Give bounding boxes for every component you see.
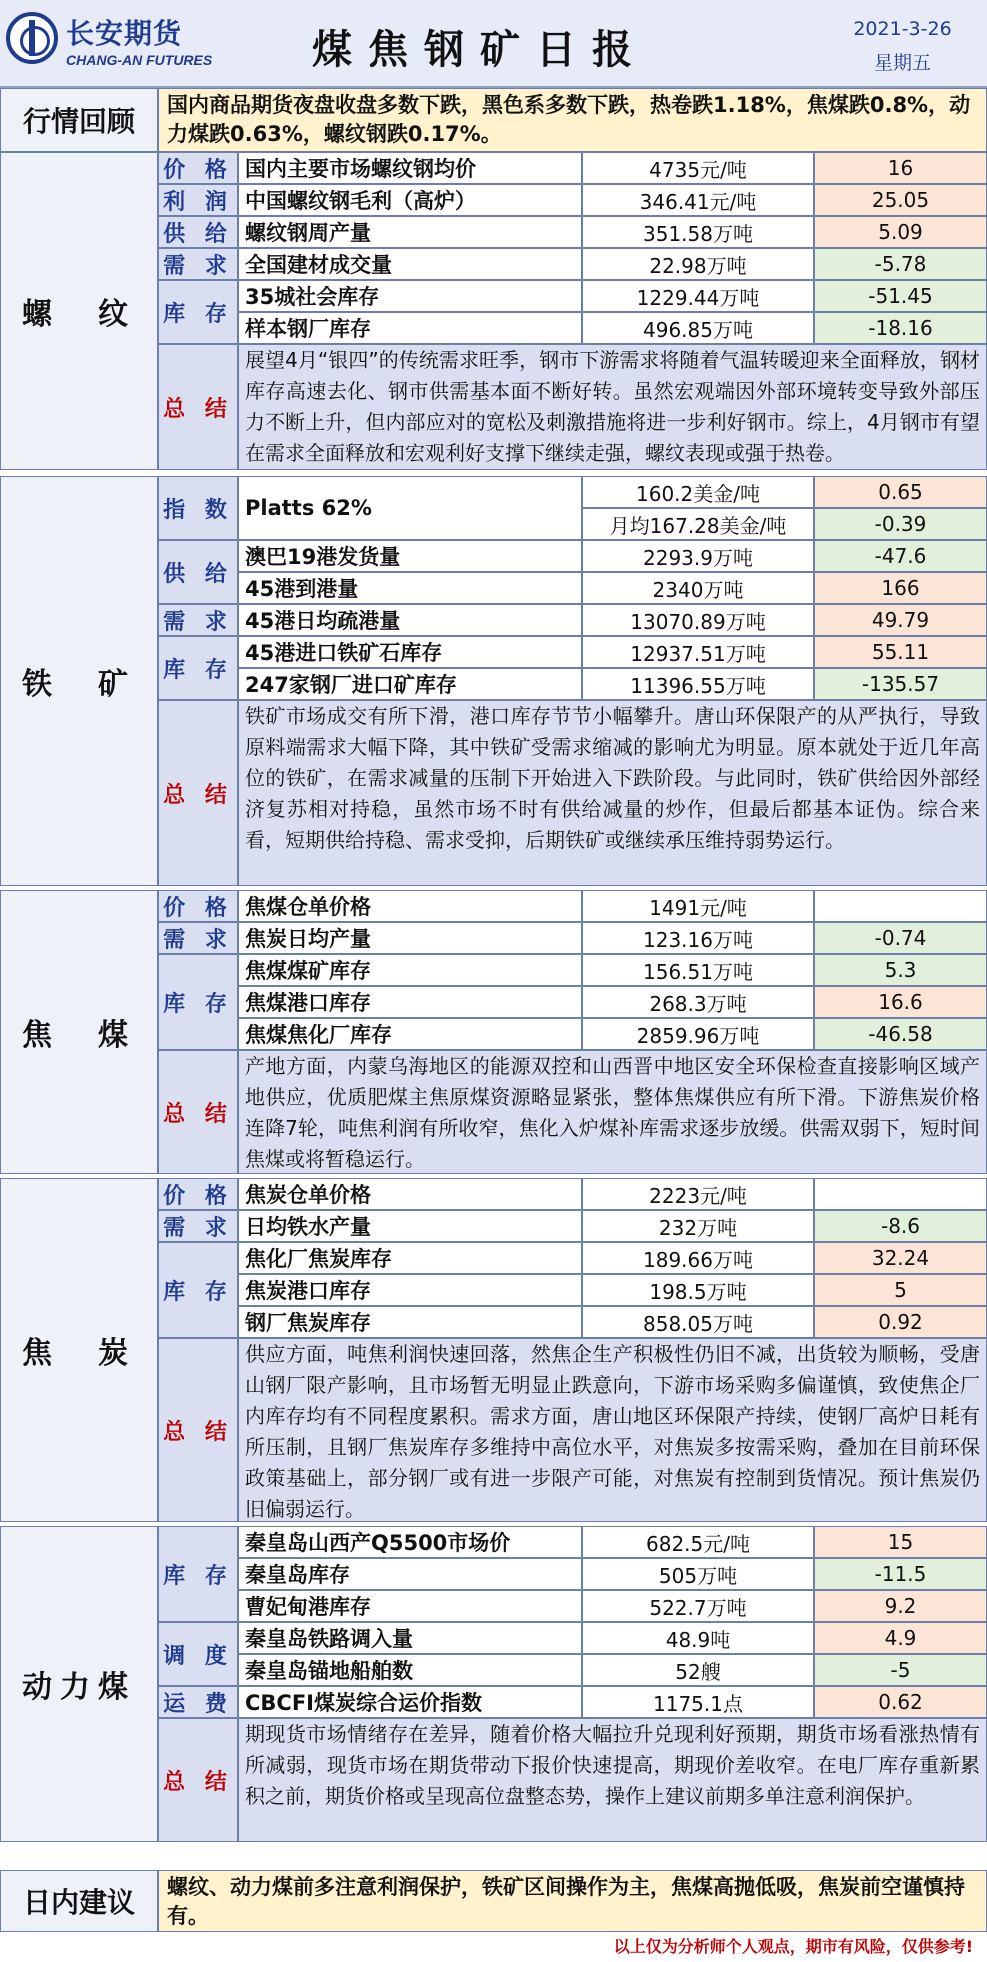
thermal_coal-row-change: -11.5 xyxy=(814,1558,987,1590)
coking_coal-row-change: -0.74 xyxy=(814,922,987,954)
iron-ore-platts-value: 160.2美金/吨 xyxy=(582,476,814,508)
report-weekday: 星期五 xyxy=(873,52,931,74)
header xyxy=(0,0,987,88)
rebar-row-change: 5.09 xyxy=(814,216,987,248)
rebar-category-0: 价 格 xyxy=(158,152,238,184)
company-logo-icon xyxy=(6,12,58,64)
coke-row-value: 189.66万吨 xyxy=(582,1242,814,1274)
iron-ore-row-value: 2340万吨 xyxy=(582,572,814,604)
iron-ore-row-value: 2293.9万吨 xyxy=(582,540,814,572)
rebar-row-name: 全国建材成交量 xyxy=(238,248,582,280)
thermal_coal-row-value: 682.5元/吨 xyxy=(582,1526,814,1558)
rebar-section-label: 螺 纹 xyxy=(0,152,158,470)
coke-row-change xyxy=(814,1178,987,1210)
coking_coal-row-value: 268.3万吨 xyxy=(582,986,814,1018)
coke-row-value: 2223元/吨 xyxy=(582,1178,814,1210)
market-review-text: 国内商品期货夜盘收盘多数下跌，黑色系多数下跌，热卷跌1.18%，焦煤跌0.8%，动力煤跌0.63%，螺纹钢跌0.17%。 xyxy=(158,88,987,152)
rebar-summary-text: 展望4月“银四”的传统需求旺季，钢市下游需求将随着气温转暖迎来全面释放，钢材库存高速去化、钢市供需基本面不断好转。虽然宏观端因外部环境转变导致外部压力不断上升，但内部应对的宽松及刺激措施将进一步利好钢市。综上，4月钢市有望在需求全面释放和宏观利好支撑下继续走强，螺纹表现或强于热卷。 xyxy=(238,344,987,470)
thermal_coal-summary-text: 期现货市场情绪存在差异，随着价格大幅拉升兑现利好预期，期货市场看涨热情有所减弱，现货市场在期货带动下报价快速提高，期现价差收窄。在电厂库存重新累积之前，期货价格或呈现高位盘整态势，操作上建议前期多单注意利润保护。 xyxy=(238,1718,987,1842)
thermal_coal-row-name: 秦皇岛库存 xyxy=(238,1558,582,1590)
rebar-category-2: 供 给 xyxy=(158,216,238,248)
rebar-row-change: -51.45 xyxy=(814,280,987,312)
intraday-label: 日内建议 xyxy=(0,1870,158,1932)
rebar-row-value: 4735元/吨 xyxy=(582,152,814,184)
rebar-row-name: 样本钢厂库存 xyxy=(238,312,582,344)
iron-ore-platts-monthly-change: -0.39 xyxy=(814,508,987,540)
iron-ore-row-value: 13070.89万吨 xyxy=(582,604,814,636)
rebar-row-name: 35城社会库存 xyxy=(238,280,582,312)
coking_coal-row-change: 5.3 xyxy=(814,954,987,986)
rebar-row-value: 1229.44万吨 xyxy=(582,280,814,312)
coke-row-change: 0.92 xyxy=(814,1306,987,1338)
iron-ore-row-change: 166 xyxy=(814,572,987,604)
thermal_coal-row-name: CBCFI煤炭综合运价指数 xyxy=(238,1686,582,1718)
iron-ore-category-2: 库 存 xyxy=(158,636,238,700)
coking_coal-row-name: 焦煤煤矿库存 xyxy=(238,954,582,986)
thermal_coal-category-0: 库 存 xyxy=(158,1526,238,1622)
coking_coal-row-value: 2859.96万吨 xyxy=(582,1018,814,1050)
market-review-label: 行情回顾 xyxy=(0,88,158,152)
coking_coal-row-name: 焦煤港口库存 xyxy=(238,986,582,1018)
thermal_coal-row-value: 505万吨 xyxy=(582,1558,814,1590)
coke-category-2: 库 存 xyxy=(158,1242,238,1338)
coke-summary-label: 总 结 xyxy=(158,1338,238,1522)
rebar-row-name: 螺纹钢周产量 xyxy=(238,216,582,248)
coking_coal-category-0: 价 格 xyxy=(158,890,238,922)
rebar-summary-label: 总 结 xyxy=(158,344,238,470)
rebar-category-4: 库 存 xyxy=(158,280,238,344)
rebar-category-1: 利 润 xyxy=(158,184,238,216)
rebar-row-change: -18.16 xyxy=(814,312,987,344)
rebar-row-change: 25.05 xyxy=(814,184,987,216)
intraday-text: 螺纹、动力煤前多注意利润保护，铁矿区间操作为主，焦煤高抛低吸，焦炭前空谨慎持有。 xyxy=(158,1870,987,1932)
rebar-row-name: 中国螺纹钢毛利（高炉） xyxy=(238,184,582,216)
thermal_coal-row-change: 15 xyxy=(814,1526,987,1558)
iron-ore-row-name: 澳巴19港发货量 xyxy=(238,540,582,572)
thermal_coal-row-name: 秦皇岛铁路调入量 xyxy=(238,1622,582,1654)
coking_coal-row-name: 焦煤仓单价格 xyxy=(238,890,582,922)
iron-ore-row-name: 247家钢厂进口矿库存 xyxy=(238,668,582,700)
rebar-category-3: 需 求 xyxy=(158,248,238,280)
coke-row-name: 焦炭仓单价格 xyxy=(238,1178,582,1210)
iron-ore-category-1: 需 求 xyxy=(158,604,238,636)
coke-row-name: 焦化厂焦炭库存 xyxy=(238,1242,582,1274)
rebar-row-value: 496.85万吨 xyxy=(582,312,814,344)
coke-row-change: -8.6 xyxy=(814,1210,987,1242)
coking_coal-row-name: 焦炭日均产量 xyxy=(238,922,582,954)
rebar-row-name: 国内主要市场螺纹钢均价 xyxy=(238,152,582,184)
coking_coal-row-change: 16.6 xyxy=(814,986,987,1018)
thermal_coal-row-change: 9.2 xyxy=(814,1590,987,1622)
rebar-row-value: 346.41元/吨 xyxy=(582,184,814,216)
thermal_coal-row-change: -5 xyxy=(814,1654,987,1686)
rebar-row-change: 16 xyxy=(814,152,987,184)
iron-ore-summary-text: 铁矿市场成交有所下滑，港口库存节节小幅攀升。唐山环保限产的从严执行，导致原料端需求大幅下降，其中铁矿受需求缩减的影响尤为明显。原本就处于近几年高位的铁矿，在需求减量的压制下开始进入下跌阶段。与此同时，铁矿供给因外部经济复苏相对持稳，虽然市场不时有供给减量的炒作，但最后都基本证伪。综合来看，短期供给持稳、需求受抑，后期铁矿或继续承压维持弱势运行。 xyxy=(238,700,987,886)
iron-ore-category-0: 供 给 xyxy=(158,540,238,604)
coke-category-0: 价 格 xyxy=(158,1178,238,1210)
thermal_coal-row-value: 1175.1点 xyxy=(582,1686,814,1718)
coking_coal-section-label: 焦 煤 xyxy=(0,890,158,1174)
iron-ore-section-label: 铁 矿 xyxy=(0,476,158,886)
thermal_coal-row-name: 秦皇岛山西产Q5500市场价 xyxy=(238,1526,582,1558)
coke-summary-text: 供应方面，吨焦利润快速回落，然焦企生产积极性仍旧不减，出货较为顺畅，受唐山钢厂限产影响，且市场暂无明显止跌意向，下游市场采购多偏谨慎，致使焦企厂内库存均有不同程度累积。需求方面，唐山地区环保限产持续，使钢厂高炉日耗有所压制，且钢厂焦炭库存多维持中高位水平，对焦炭多按需采购，叠加在目前环保政策基础上，部分钢厂或有进一步限产可能，对焦炭有控制到货情况。预计焦炭仍旧偏弱运行。 xyxy=(238,1338,987,1522)
coking_coal-category-1: 需 求 xyxy=(158,922,238,954)
coke-row-name: 焦炭港口库存 xyxy=(238,1274,582,1306)
coke-row-value: 232万吨 xyxy=(582,1210,814,1242)
iron-ore-row-change: 49.79 xyxy=(814,604,987,636)
iron-ore-summary-label: 总 结 xyxy=(158,700,238,886)
coke-row-change: 5 xyxy=(814,1274,987,1306)
iron-ore-row-name: 45港进口铁矿石库存 xyxy=(238,636,582,668)
coking_coal-row-value: 156.51万吨 xyxy=(582,954,814,986)
coke-row-name: 日均铁水产量 xyxy=(238,1210,582,1242)
coke-category-1: 需 求 xyxy=(158,1210,238,1242)
coking_coal-row-value: 123.16万吨 xyxy=(582,922,814,954)
iron-ore-platts-monthly-value: 月均167.28美金/吨 xyxy=(582,508,814,540)
rebar-row-change: -5.78 xyxy=(814,248,987,280)
coking_coal-row-change xyxy=(814,890,987,922)
iron-ore-platts-change: 0.65 xyxy=(814,476,987,508)
iron-ore-row-change: -135.57 xyxy=(814,668,987,700)
report-date: 2021-3-26 xyxy=(853,18,952,40)
iron-ore-row-change: -47.6 xyxy=(814,540,987,572)
thermal_coal-row-value: 52艘 xyxy=(582,1654,814,1686)
coking_coal-row-name: 焦煤焦化厂库存 xyxy=(238,1018,582,1050)
rebar-row-value: 351.58万吨 xyxy=(582,216,814,248)
thermal_coal-row-value: 48.9吨 xyxy=(582,1622,814,1654)
thermal_coal-category-1: 调 度 xyxy=(158,1622,238,1686)
company-name-cn: 长安期货 xyxy=(66,17,183,50)
coke-row-name: 钢厂焦炭库存 xyxy=(238,1306,582,1338)
thermal_coal-row-change: 0.62 xyxy=(814,1686,987,1718)
coking_coal-summary-text: 产地方面，内蒙乌海地区的能源双控和山西晋中地区安全环保检查直接影响区域产地供应，优质肥煤主焦原煤资源略显紧张，整体焦煤供应有所下滑。下游焦炭价格连降7轮，吨焦利润有所收窄，焦化入炉煤补库需求逐步放缓。供需双弱下，短时间焦煤或将暂稳运行。 xyxy=(238,1050,987,1174)
thermal_coal-section-label: 动力煤 xyxy=(0,1526,158,1842)
iron-ore-row-name: 45港日均疏港量 xyxy=(238,604,582,636)
coking_coal-row-change: -46.58 xyxy=(814,1018,987,1050)
thermal_coal-row-name: 曹妃甸港库存 xyxy=(238,1590,582,1622)
thermal_coal-row-value: 522.7万吨 xyxy=(582,1590,814,1622)
iron-ore-row-change: 55.11 xyxy=(814,636,987,668)
coke-row-change: 32.24 xyxy=(814,1242,987,1274)
coke-row-value: 858.05万吨 xyxy=(582,1306,814,1338)
thermal_coal-row-change: 4.9 xyxy=(814,1622,987,1654)
coking_coal-summary-label: 总 结 xyxy=(158,1050,238,1174)
iron-ore-platts-name: Platts 62% xyxy=(238,476,582,540)
coke-row-value: 198.5万吨 xyxy=(582,1274,814,1306)
iron-ore-row-name: 45港到港量 xyxy=(238,572,582,604)
thermal_coal-summary-label: 总 结 xyxy=(158,1718,238,1842)
company-name-en: CHANG-AN FUTURES xyxy=(66,52,213,68)
iron-ore-row-value: 12937.51万吨 xyxy=(582,636,814,668)
iron-ore-row-value: 11396.55万吨 xyxy=(582,668,814,700)
rebar-row-value: 22.98万吨 xyxy=(582,248,814,280)
disclaimer: 以上仅为分析师个人观点，期市有风险，仅供参考! xyxy=(613,1937,973,1956)
iron-ore-category-index: 指 数 xyxy=(158,476,238,540)
report-title: 煤焦钢矿日报 xyxy=(312,27,648,73)
coking_coal-row-value: 1491元/吨 xyxy=(582,890,814,922)
thermal_coal-category-2: 运 费 xyxy=(158,1686,238,1718)
coke-section-label: 焦 炭 xyxy=(0,1178,158,1522)
thermal_coal-row-name: 秦皇岛锚地船舶数 xyxy=(238,1654,582,1686)
coking_coal-category-2: 库 存 xyxy=(158,954,238,1050)
